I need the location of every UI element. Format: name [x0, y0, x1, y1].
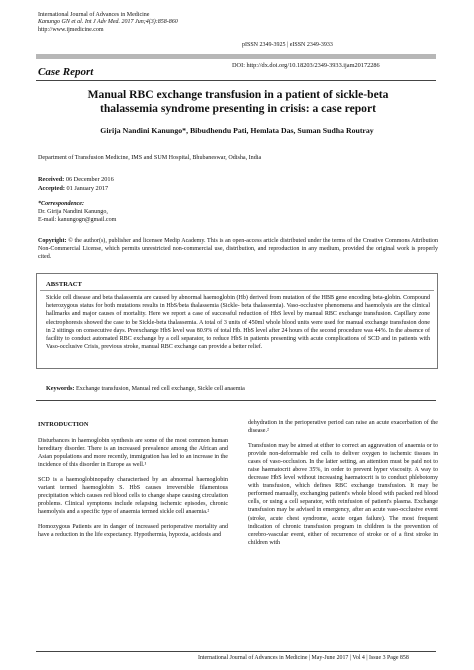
- correspondence-email[interactable]: E-mail: kanungogn@gmail.com: [38, 217, 117, 224]
- abstract-heading: ABSTRACT: [46, 281, 82, 288]
- received-date: [38, 175, 114, 184]
- journal-name: International Journal of Advances in Medicine: [38, 12, 150, 18]
- copyright-notice: [38, 237, 438, 262]
- citation-line: Kanungo GN et al. Int J Adv Med. 2017 Jun;4(3):858-860: [38, 19, 178, 26]
- received-value: 06 December 2016: [65, 176, 114, 183]
- affiliation: Department of Transfusion Medicine, IMS and SUM Hospital, Bhubaneswar, Odisha, India: [38, 155, 262, 161]
- right-paragraph-2: Transfusion may be aimed at either to correct an aggravation of anaemia or to provide non-deformable red cells to deliver oxygen to ischemic tissues in cases of vaso-occlusion. In the latter setting, an attention must be paid not to raise haematocrit above 35%, in order to prevent hyper viscosity. A way to decrease HbS level without increasing haematocrit is to conduct phlebotomy with transfusion, which defines RBC exchange transfusion. It may be performed manually, exchanging patient's whole blood with packed red blood cells, or using a cell separator, with reinfusion of patient's plasma. Exchange transfusion may be advised in emergency, after an acute vaso-occlusive event (stroke, acute chest syndrome, acute organ failure). The most frequent indication of chronic transfusion program in children is the prevention of cerebro-vascular event, either of recurrence of stroke or of a first stroke in children with: [248, 442, 438, 546]
- doi-link[interactable]: DOI: http://dx.doi.org/10.18203/2349-3933.ijam20172286: [232, 62, 380, 69]
- title-line-2: thalassemia syndrome presenting in crisis: a case report: [100, 101, 376, 115]
- accepted-label: Accepted:: [38, 185, 65, 192]
- correspondence-name: Dr. Girija Nandini Kanungo,: [38, 209, 108, 216]
- accepted-value: 01 January 2017: [66, 185, 109, 192]
- correspondence-label: *Correspondence:: [38, 201, 85, 207]
- intro-paragraph-3: Homozygous Patients are in danger of increased perioperative mortality and have a reduction in the life expectancy. Hypothermia, hypoxia, acidosis and: [38, 523, 228, 539]
- introduction-heading: INTRODUCTION: [38, 421, 89, 428]
- article-type: Case Report: [38, 66, 94, 78]
- received-label: Received:: [38, 176, 65, 183]
- keywords: [46, 386, 430, 392]
- journal-header: [38, 12, 178, 34]
- keywords-label: Keywords:: [46, 386, 75, 392]
- footer-divider: [36, 651, 436, 652]
- left-column: [38, 421, 228, 539]
- header-divider: [36, 80, 436, 81]
- intro-paragraph-1: Disturbances in haemoglobin synthesis are some of the most common human hereditary disorder. There is an increased prevalence among the African and Asian populations and more recently, immigration has led to an increase in the incidence of this disorder in Europe as well.¹: [38, 438, 228, 469]
- intro-paragraph-2: SCD is a haemoglobinopathy characterised by an abnormal haemoglobin variant termed haemoglobin S. HbS causes irreversible filamentous precipitation which causes red blood cells to change shape causing circulation problems. Clinical symptoms include relapsing ischemic episodes, chronic haemolysis and a specific type of anaemia termed sickle cell anaemia.²: [38, 476, 228, 516]
- abstract-text: Sickle cell disease and beta thalassemia are caused by abnormal haemoglobin (Hb) derived from mutation of the HBB gene encoding beta-globin. Compound heterozygous status for both mutations results in HbS/beta thalassemia (Sickle- beta thalassemia). Vaso-occlusive phenomena and haemolysis are the clinical hallmarks and major causes of mortality. Here we report a case of successful reduction of HbS level by manual RBC exchange transfusion. Capillary zone electrophoresis showed the case to be Sickle-beta thalassemia. A total of 3 units of 450ml whole blood units were used for manual exchange transfusion done in 2 sittings on consecutive days. Preexchange HbS level was 80.9% of total Hb. HbS level after 24 hours of the second procedure was 44%. In the absence of facility to conduct automated RBC exchange by a cell separator, to reduce HbS in patients presenting with acute complications of SCD and in patients with Vaso-occlusive Crisis, previous stroke, manual RBC exchange can provide a better relief.: [46, 295, 430, 351]
- right-paragraph-1: dehydration in the perioperative period can raise an acute exacerbation of the disease.²: [248, 420, 438, 435]
- article-dates: [38, 175, 114, 193]
- title-line-1: Manual RBC exchange transfusion in a patient of sickle-beta: [87, 88, 389, 101]
- abstract-divider: [40, 290, 434, 291]
- copyright-label: Copyright:: [38, 238, 67, 244]
- header-band: [36, 54, 436, 59]
- copyright-text: © the author(s), publisher and licensee Medip Academy. This is an open-access article distributed under the terms of the Creative Commons Attribution Non-Commercial License, which permits unrestricted non-commercial use, distribution, and reproduction in any medium, provided the original work is properly cited.: [38, 238, 439, 261]
- correspondence: [38, 200, 116, 225]
- author-list: Girija Nandini Kanungo*, Bibudhendu Pati, Hemlata Das, Suman Sudha Routray: [100, 126, 374, 135]
- journal-url[interactable]: http://www.ijmedicine.com: [38, 26, 104, 33]
- keywords-text: Exchange transfusion, Manual red cell exchange, Sickle cell anaemia: [75, 386, 245, 392]
- accepted-date: [38, 184, 114, 193]
- right-column: [248, 419, 438, 547]
- issn-line: pISSN 2349-3925 | eISSN 2349-3933: [242, 42, 333, 48]
- page-footer: International Journal of Advances in Medicine | May-June 2017 | Vol 4 | Issue 3 Page 858: [198, 655, 409, 661]
- article-title: [48, 88, 428, 115]
- keywords-divider: [36, 400, 436, 401]
